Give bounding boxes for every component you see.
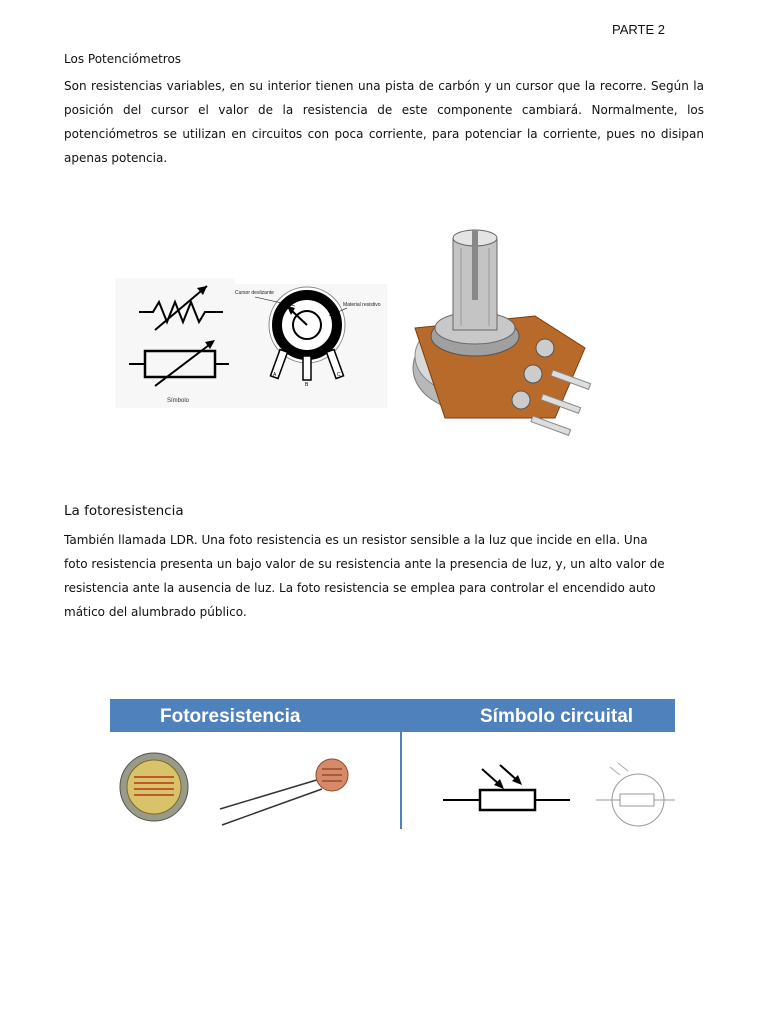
pin-label-a: A [273, 372, 277, 378]
potentiometer-figure [115, 218, 615, 454]
photoresistor-figure [110, 699, 675, 829]
ldr-circuit-symbol [443, 765, 570, 810]
pin-label-b: B [305, 382, 309, 388]
label-material: Material resistivo [343, 302, 381, 308]
paragraph-potentiometers: Son resistencias variables, en su interior tienen una pista de carbón y un cursor que la recorre. Según la posición del cursor el valor de la resistencia de este componente cambiará. Normalmente, los potenciómetros se utilizan en circuitos con poca corriente, para potenciar la corriente, pues no disipan apenas potencia. [64, 79, 704, 165]
paragraph-line: mático del alumbrado público. [64, 605, 247, 619]
symbol-caption: Símbolo [167, 398, 190, 404]
figure-header-right: Símbolo circuital [480, 706, 634, 727]
potentiometer-photo [387, 218, 615, 454]
paragraph-line: También llamada LDR. Una foto resistencia es un resistor sensible a la luz que incide en ella. Una [64, 533, 648, 547]
paragraph-line: foto resistencia presenta un bajo valor de su resistencia ante la presencia de luz, y, un alto valor de [64, 557, 665, 571]
page-label: PARTE 2 [612, 22, 665, 37]
label-cursor: Cursor deslizante [235, 290, 274, 296]
section-heading-photoresistor: La fotoresistencia [64, 503, 184, 519]
pin-label-c: C [337, 372, 341, 378]
ldr-circuit-symbol-circle [596, 763, 675, 826]
ldr-front-photo [120, 753, 188, 821]
potentiometer-symbols [115, 278, 235, 408]
paragraph-line: resistencia ante la ausencia de luz. La foto resistencia se emplea para controlar el encendido auto [64, 581, 656, 595]
paragraph-photoresistor [64, 528, 704, 624]
figure-header-left: Fotoresistencia [160, 706, 301, 727]
section-heading-potentiometers: Los Potenciómetros [64, 52, 182, 66]
potentiometer-cutaway-diagram [233, 284, 393, 408]
ldr-side-photo [220, 759, 348, 825]
